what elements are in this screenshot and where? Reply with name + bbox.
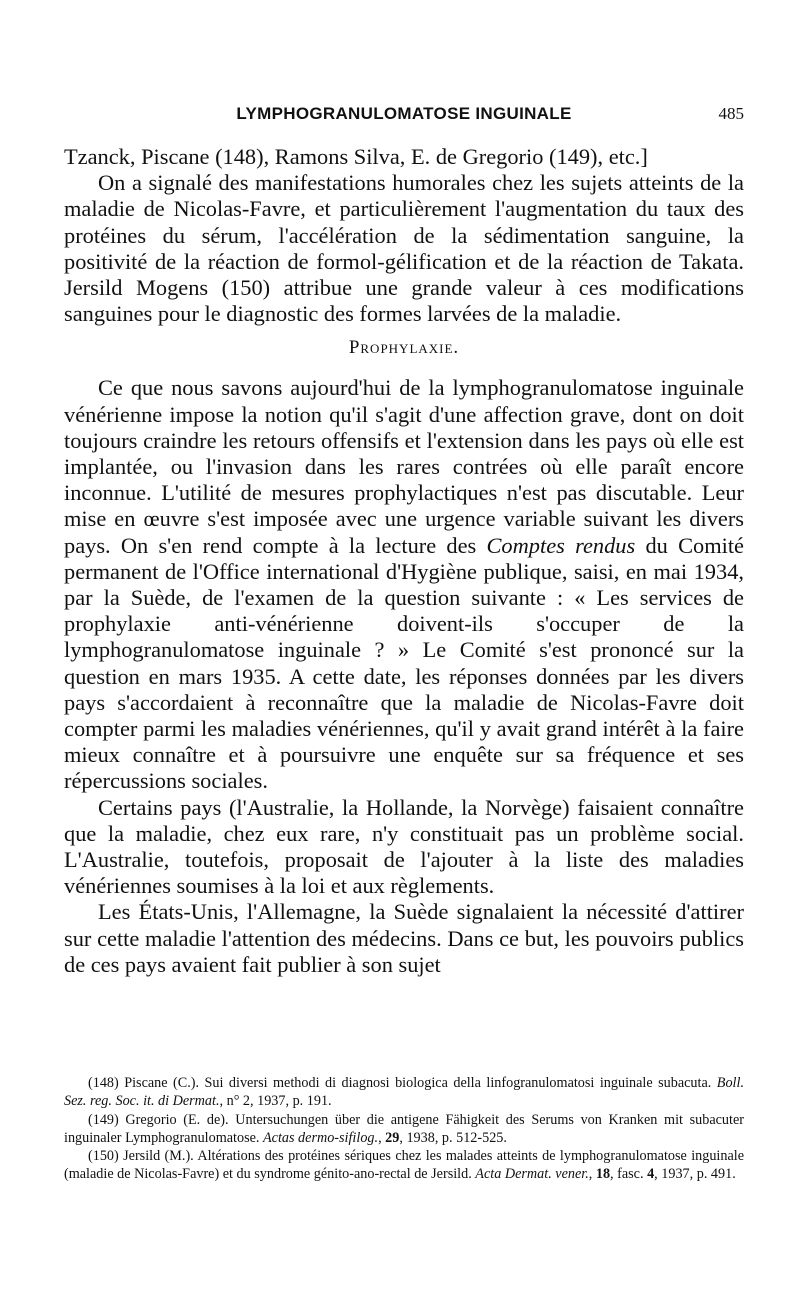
running-title: LYMPHOGRANULOMATOSE INGUINALE	[236, 104, 572, 123]
paragraph-united-states: Les États-Unis, l'Allemagne, la Suède signalaient la nécessité d'attirer sur cette maladie l'attention des médecins. Dans ce but, les pouvoirs publics de ces pays avaient fait publier à son sujet	[64, 899, 744, 977]
footnote-150-issue: 4	[647, 1166, 655, 1183]
footnote-149-volume: 29	[385, 1129, 400, 1146]
paragraph-continuation: Tzanck, Piscane (148), Ramons Silva, E. de Gregorio (149), etc.]	[64, 144, 648, 169]
comptes-rendus-title: Comptes rendus	[486, 532, 636, 558]
footnotes	[64, 1074, 744, 1184]
footnote-149-text: (149) Gregorio (E. de). Untersuchungen über die antigene Fähigkeit des Serums von Kranken mit subacuter inguinaler Lymphogranulomatose.	[64, 1111, 744, 1146]
footnote-149-sep: ,	[378, 1129, 386, 1146]
footnote-150-text: (150) Jersild (M.). Altérations des protéines sériques chez les malades atteints de lymphogranulomatose inguinale (maladie de Nicolas-Favre) et du syndrome génito-ano-rectal de Jersild.	[64, 1148, 744, 1183]
section-heading-text: Prophylaxie.	[348, 337, 460, 359]
footnote-148-text: (148) Piscane (C.). Sui diversi methodi di diagnosi biologica della linfogranulomatosi inguinale subacuta.	[88, 1075, 717, 1091]
footnote-149	[64, 1111, 744, 1148]
footnote-148-ref: , n° 2, 1937, p. 191.	[219, 1093, 332, 1110]
footnote-148-journal: Boll. Sez. reg. Soc. it. di Dermat.	[64, 1075, 744, 1110]
paragraph-prophylaxis-part-b: du Comité permanent de l'Office international d'Hygiène publique, saisi, en mai 1934, par la Suède, de l'examen de la question suivante : « Les services de prophylaxie anti-vénérienne doivent-ils s'occuper de la lymphogranulomatose inguinale ? » Le Comité s'est prononcé sur la question en mars 1935. A cette date, les réponses données par les divers pays s'accordaient à reconnaître que la maladie de Nicolas-Favre doit compter parmi les maladies vénériennes, qu'il y avait grand intérêt à la faire mieux connaître et à poursuivre une enquête sur sa fréquence et ses répercussions sociales.	[64, 532, 744, 794]
paragraph-prophylaxis-part-a: Ce que nous savons aujourd'hui de la lymphogranulomatose inguinale vénérienne impose la notion qu'il s'agit d'une affection grave, dont on doit toujours craindre les retours offensifs et l'extension dans les pays où elle est implantée, ou l'invasion dans les rares contrées où elle paraît encore inconnue. L'utilité de mesures prophylactiques n'est pas discutable. Leur mise en œuvre s'est imposée avec une urgence variable suivant les divers pays. On s'en rend compte à la lecture des	[64, 375, 744, 558]
running-head	[64, 100, 744, 130]
footnote-149-journal: Actas dermo-sifilog.	[262, 1129, 379, 1146]
footnote-150-journal: Acta Dermat. vener.	[475, 1166, 589, 1183]
paragraph-certain-countries: Certains pays (l'Australie, la Hollande, la Norvège) faisaient connaître que la maladie, chez eux rare, n'y constituait pas un problème social. L'Australie, toutefois, proposait de l'ajouter à la liste des maladies vénériennes soumises à la loi et aux règlements.	[64, 794, 744, 899]
body-text	[64, 144, 744, 978]
footnote-150-ref: , 1937, p. 491.	[654, 1166, 736, 1183]
footnote-150	[64, 1147, 744, 1184]
footnote-150-sep: ,	[588, 1166, 596, 1183]
footnote-148	[64, 1074, 744, 1111]
footnote-150-fasc: , fasc.	[610, 1166, 648, 1183]
paragraph-prophylaxis	[64, 375, 744, 794]
page-number: 485	[718, 104, 744, 123]
footnote-150-volume: 18	[595, 1166, 611, 1183]
paragraph-humoral-manifestations: On a signalé des manifestations humorales chez les sujets atteints de la maladie de Nicolas-Favre, et particulièrement l'augmentation du taux des protéines du sérum, l'accélération de la sédimentation sanguine, la positivité de la réaction de formol-gélification et de la réaction de Takata. Jersild Mogens (150) attribue une grande valeur à ces modifications sanguines pour le diagnostic des formes larvées de la maladie.	[64, 170, 744, 327]
footnote-149-ref: , 1938, p. 512-525.	[399, 1129, 507, 1146]
section-heading-prophylaxie	[64, 335, 744, 361]
